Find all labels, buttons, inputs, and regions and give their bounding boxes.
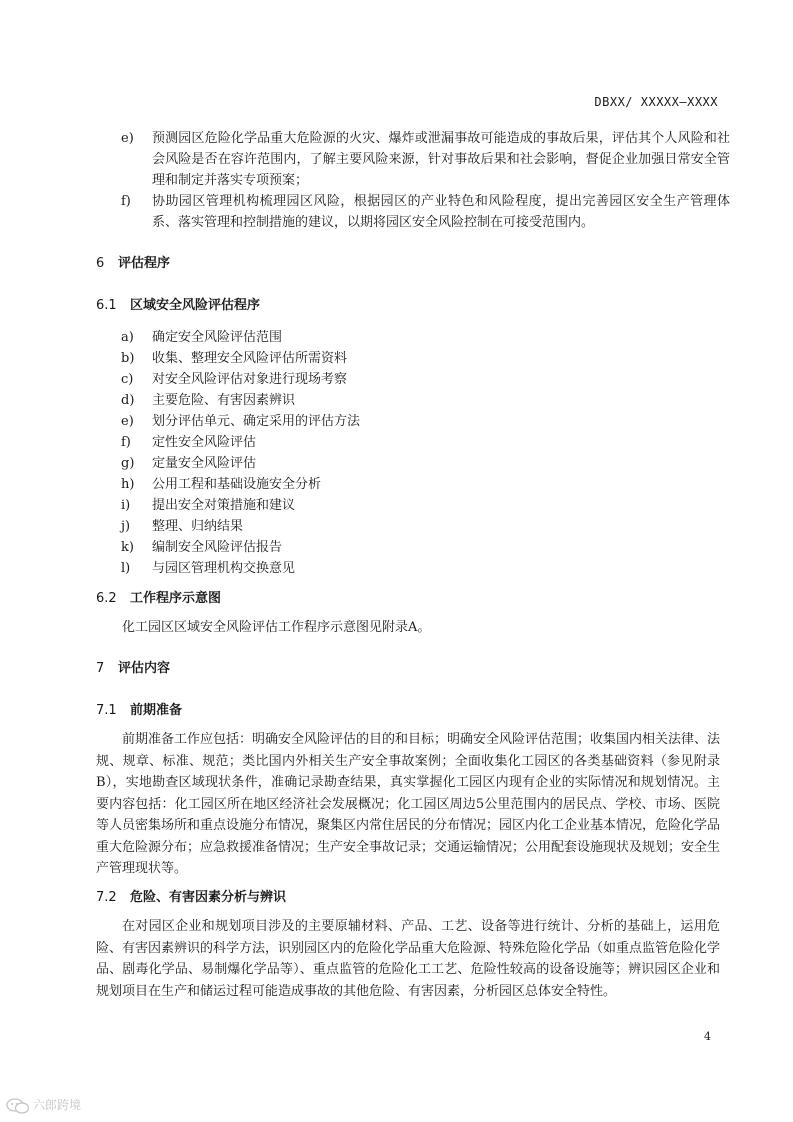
section-6-2-heading [96,589,221,609]
section-number: 6.2 [96,591,117,606]
list-marker: f) [121,194,131,209]
section-number: 7 [96,661,105,676]
procedure-item-c: c) 对安全风险评估对象进行现场考察 [121,372,348,387]
section-number: 7.2 [96,890,117,905]
section-title: 前期准备 [130,703,183,718]
procedure-item-j: j) 整理、归纳结果 [121,519,244,534]
section-title: 评估程序 [118,256,171,271]
section-number: 7.1 [96,703,117,718]
page-number: 4 [704,1030,711,1043]
watermark [6,1096,81,1114]
section-title: 工作程序示意图 [130,591,222,606]
list-text: 预测园区危险化学品重大危险源的火灾、爆炸或泄漏事故可能造成的事故后果，评估其个人风险和社会风险是否在容许范围内，了解主要风险来源，针对事故后果和社会影响，督促企业加强日常安全管理和制定并落实专项预案； [152,131,730,188]
procedure-item-k: k) 编制安全风险评估报告 [121,540,283,555]
section-7-2-heading [96,888,286,908]
procedure-item-i: i) 提出安全对策措施和建议 [121,498,296,513]
section-7-heading [96,659,170,679]
list-marker: e) [121,131,134,146]
procedure-item-f: f) 定性安全风险评估 [121,435,257,450]
list-text: 协助园区管理机构梳理园区风险，根据园区的产业特色和风险程度，提出完善园区安全生产管理体系、落实管理和控制措施的建议，以期将园区安全风险控制在可接受范围内。 [152,194,730,230]
section-7-1-heading [96,701,182,721]
procedure-item-h: h) 公用工程和基础设施安全分析 [121,477,322,492]
section-7-1-text: 前期准备工作应包括：明确安全风险评估的目的和目标；明确安全风险评估范围；收集国内相关法律、法规、规章、标准、规范；类比国内外相关生产安全事故案例；全面收集化工园区的各类基础资料（参见附录B），实地勘查区域现状条件，准确记录勘查结果，真实掌握化工园区内现有企业的实际情况和规划情况。主要内容包括：化工园区所在地区经济社会发展概况；化工园区周边5公里范围内的居民点、学校、市场、医院等人员密集场所和重点设施分布情况，聚集区内常住居民的分布情况；园区内化工企业基本情况，危险化学品重大危险源分布；应急救援准备情况；生产安全事故记录；交通运输情况；公用配套设施现状及规划；安全生产管理现状等。 [96,732,721,876]
section-number: 6 [96,256,105,271]
section-title: 区域安全风险评估程序 [130,298,261,313]
section-title: 评估内容 [118,661,171,676]
section-title: 危险、有害因素分析与辨识 [130,890,287,905]
procedure-item-g: g) 定量安全风险评估 [121,456,257,471]
document-code: DBXX/ XXXXX—XXXX [594,95,718,109]
procedure-item-d: d) 主要危险、有害因素辨识 [121,393,296,408]
procedure-item-a: a) 确定安全风险评估范围 [121,330,283,345]
procedure-item-e: e) 划分评估单元、确定采用的评估方法 [121,414,361,429]
section-number: 6.1 [96,298,117,313]
procedure-item-b: b) 收集、整理安全风险评估所需资料 [121,351,348,366]
section-7-2-text: 在对园区企业和规划项目涉及的主要原辅材料、产品、工艺、设备等进行统计、分析的基础上，运用危险、有害因素辨识的科学方法，识别园区内的危险化学品重大危险源、特殊危险化学品（如重点监管危险化学品、剧毒化学品、易制爆化学品等）、重点监管的危险化工工艺、危险性较高的设备设施等；辨识园区企业和规划项目在生产和储运过程可能造成事故的其他危险、有害因素，分析园区总体安全特性。 [96,919,721,999]
procedure-item-l: l) 与园区管理机构交换意见 [121,561,296,576]
section-6-1-heading [96,296,260,316]
section-6-heading [96,254,170,274]
section-6-2-text: 化工园区区域安全风险评估工作程序示意图见附录A。 [122,620,431,635]
watermark-text: 六郎跨境 [33,1098,82,1112]
wechat-logo-icon [6,1098,30,1114]
